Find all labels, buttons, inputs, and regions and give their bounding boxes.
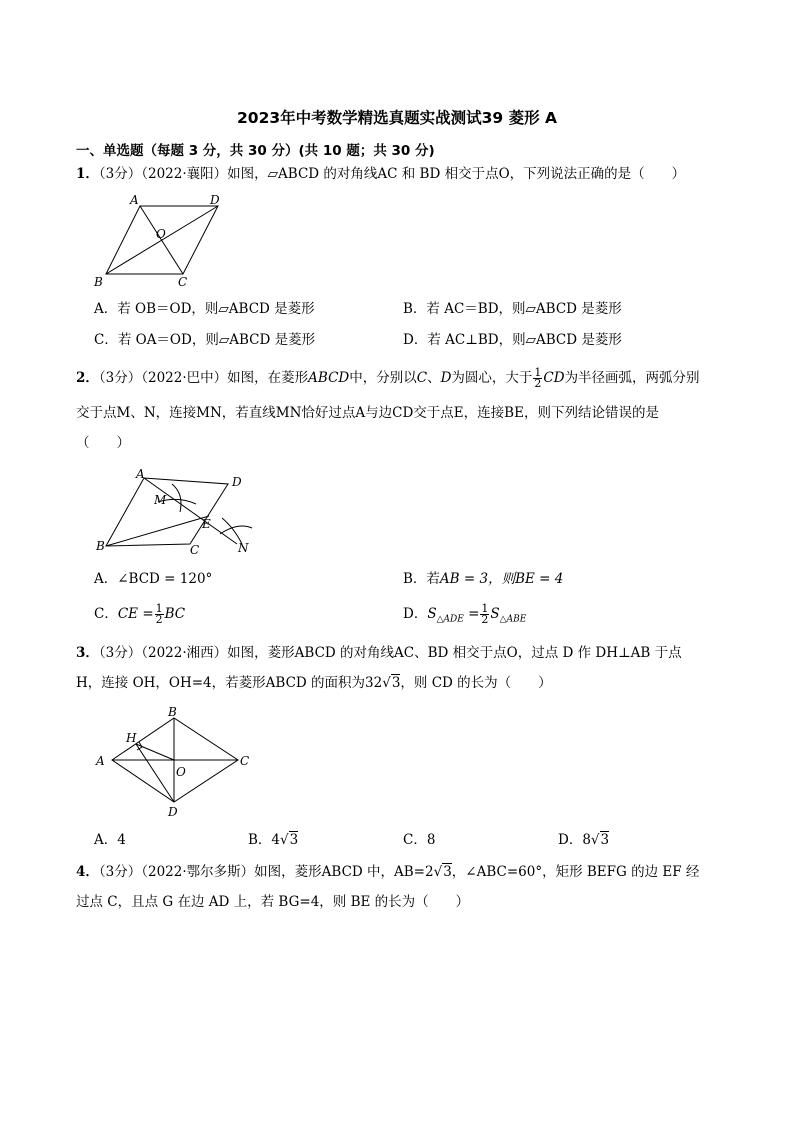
q1-parallelogram-figure: [90, 194, 230, 290]
section-heading: 一、单选题（每题 3 分，共 30 分）(共 10 题；共 30 分): [76, 143, 435, 159]
math-var: ABCD: [308, 370, 350, 386]
label-h: H: [126, 731, 137, 745]
question-2-stem: [76, 368, 700, 389]
math-sub: △ABE: [499, 614, 527, 625]
question-text: 为圆心，大于: [451, 370, 533, 386]
q1-option-a[interactable]: A．若 OB＝OD，则▱ABCD 是菱形: [94, 301, 315, 317]
q1-option-d[interactable]: D．若 AC⊥BD，则▱ABCD 是菱形: [403, 332, 622, 348]
math-expr: BC: [164, 606, 186, 622]
page-title: 2023年中考数学精选真题实战测试39 菱形 A: [237, 109, 557, 127]
label-c: C: [190, 543, 200, 557]
question-3-stem: [76, 643, 682, 663]
frac-num: 1: [155, 602, 163, 615]
math-expr: CE =: [117, 606, 154, 622]
rhombus-abcd: [106, 478, 228, 546]
question-text: ，∠ABC=60°，矩形 BEFG 的边 EF 经: [451, 864, 700, 880]
question-text: （3分）（2022·湘西）如图，菱形ABCD 的对角线AC、BD 相交于点O，过点 D 作 DH⊥AB 于点: [98, 645, 682, 661]
q2-option-c[interactable]: [94, 604, 185, 625]
question-text: （3分）（2022·鄂尔多斯）如图，菱形ABCD 中，AB=2: [98, 864, 434, 880]
label-o: O: [176, 765, 186, 779]
label-e: E: [202, 517, 211, 531]
question-text: ，则 CD 的长为（ ）: [400, 675, 552, 691]
fraction-half: [155, 604, 164, 625]
question-4-stem: 4．（3分）（2022·鄂尔多斯）如图，菱形ABCD 中，AB=2√3，∠ABC=60°，矩形 BEFG 的边 EF 经: [76, 864, 700, 880]
question-text: 中，分别以: [349, 370, 417, 386]
radicand: 3: [600, 832, 610, 848]
question-text: H，连接 OH，OH=4，若菱形ABCD 的面积为: [76, 675, 366, 691]
segment-dh: [136, 744, 174, 802]
q3-rhombus-figure: [92, 704, 262, 820]
label-o: O: [156, 227, 166, 241]
q2-option-d[interactable]: [403, 604, 526, 630]
frac-num: 1: [534, 366, 542, 379]
question-text: （3分）（2022·襄阳）如图，▱ABCD 的对角线AC 和 BD 相交于点O，下列说法正确的是（ ）: [98, 166, 686, 182]
label-a: A: [96, 754, 105, 768]
q1-option-b[interactable]: B．若 AC＝BD，则▱ABCD 是菱形: [403, 301, 622, 317]
question-4-line2: 过点 C，且点 G 在边 AD 上，若 BG=4，则 BE 的长为（ ）: [76, 894, 470, 910]
math-var: D: [440, 370, 452, 386]
q2-option-a[interactable]: A．∠BCD = 120°: [94, 571, 213, 587]
frac-num: 1: [481, 602, 489, 615]
radicand: 3: [443, 864, 452, 880]
math-expr: AB = 3，则BE = 4: [439, 571, 564, 587]
label-n: N: [238, 541, 249, 555]
math-expr: S: [427, 606, 437, 622]
question-2-line2: 交于点M、N，连接MN，若直线MN恰好过点A与边CD交于点E，连接BE，则下列结论错误的是: [76, 405, 659, 421]
option-prefix: B．4: [248, 832, 281, 848]
question-2-line3: （ ）: [76, 435, 130, 451]
segment-be: [106, 516, 209, 546]
question-text: 、: [427, 370, 441, 386]
label-d: D: [168, 805, 178, 819]
math-sub: △ADE: [436, 614, 464, 625]
q1-option-c[interactable]: C．若 OA＝OD，则▱ABCD 是菱形: [94, 332, 316, 348]
arc-m: [172, 484, 181, 512]
label-a: A: [130, 193, 139, 207]
q3-option-d[interactable]: D．8√3: [558, 832, 610, 848]
question-3-line2: H，连接 OH，OH=4，若菱形ABCD 的面积为32√3，则 CD 的长为（ ）: [76, 675, 552, 691]
label-c: C: [240, 754, 250, 768]
line-mn: [144, 478, 237, 544]
option-prefix: C．: [94, 606, 118, 622]
math-expr: =: [463, 606, 480, 622]
option-prefix: D．8: [558, 832, 591, 848]
question-text: 为半径画弧，两弧分别: [564, 370, 700, 386]
label-b: B: [168, 705, 177, 719]
option-prefix: B．若: [403, 571, 440, 587]
label-d: D: [232, 475, 242, 489]
q2-option-b[interactable]: [403, 569, 563, 589]
radicand: 3: [289, 832, 299, 848]
math-var: CD: [543, 370, 565, 386]
question-number: 3．: [76, 645, 99, 661]
label-b: B: [96, 539, 105, 553]
fraction-half: [533, 368, 542, 389]
question-number: 1．: [76, 166, 99, 182]
question-text: （3分）（2022·巴中）如图，在菱形: [98, 370, 309, 386]
q2-rhombus-figure: [92, 466, 257, 558]
question-1-stem: [76, 164, 685, 184]
label-c: C: [178, 275, 188, 289]
question-number: 4．: [76, 864, 99, 880]
q3-option-a[interactable]: A．4: [94, 832, 126, 848]
label-d: D: [210, 193, 220, 207]
math-expr: S: [490, 606, 500, 622]
fraction-half: [480, 604, 489, 625]
label-a: A: [136, 467, 145, 481]
frac-den: 2: [481, 613, 489, 626]
option-prefix: D．: [403, 606, 428, 622]
math-var: C: [416, 370, 428, 386]
label-b: B: [94, 275, 103, 289]
label-m: M: [154, 493, 167, 507]
frac-den: 2: [534, 377, 542, 390]
area-coefficient: 32: [365, 675, 383, 691]
q3-option-b[interactable]: B．4√3: [248, 832, 299, 848]
q3-option-c[interactable]: C．8: [403, 832, 436, 848]
question-number: 2．: [76, 370, 99, 386]
frac-den: 2: [155, 613, 163, 626]
area-radicand: 3: [391, 675, 401, 691]
